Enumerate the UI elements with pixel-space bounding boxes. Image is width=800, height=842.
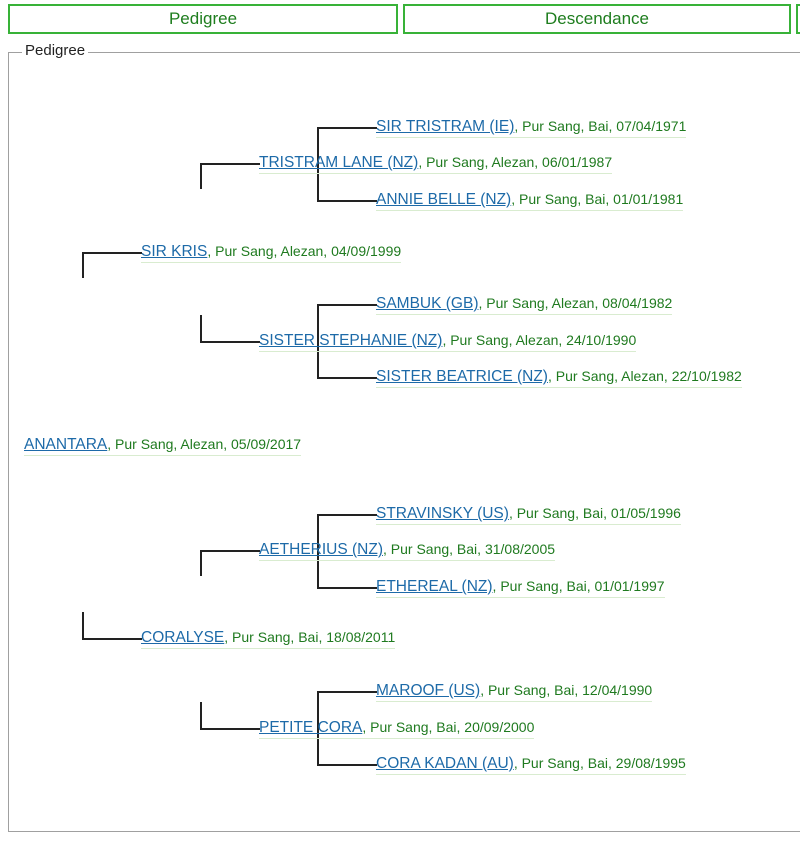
horse-link-cora-kadan[interactable]: CORA KADAN (AU) — [376, 755, 514, 772]
horse-link-ethereal[interactable]: ETHEREAL (NZ) — [376, 578, 493, 595]
horse-info: , Pur Sang, Bai, 01/01/1981 — [511, 191, 684, 207]
pedigree-entry — [259, 540, 555, 561]
horse-link-sister-stephanie[interactable]: SISTER STEPHANIE (NZ) — [259, 332, 443, 349]
pedigree-entry — [376, 117, 686, 138]
connector — [317, 377, 377, 379]
pedigree-entry — [24, 435, 301, 456]
pedigree-entry — [259, 153, 612, 174]
horse-info: , Pur Sang, Bai, 01/01/1997 — [492, 578, 665, 594]
connector — [82, 638, 142, 640]
connector — [317, 587, 377, 589]
horse-info: , Pur Sang, Bai, 31/08/2005 — [383, 541, 556, 557]
tab-overflow[interactable] — [796, 4, 800, 34]
pedigree-entry — [376, 190, 683, 211]
connector — [200, 341, 260, 343]
horse-link-sir-kris[interactable]: SIR KRIS — [141, 243, 208, 260]
connector — [317, 514, 377, 516]
horse-link-anantara[interactable]: ANANTARA — [24, 436, 108, 453]
connector — [317, 764, 377, 766]
horse-link-aetherius[interactable]: AETHERIUS (NZ) — [259, 541, 383, 558]
horse-info: , Pur Sang, Alezan, 05/09/2017 — [107, 436, 302, 452]
horse-info: , Pur Sang, Bai, 07/04/1971 — [514, 118, 687, 134]
tab-descendance[interactable]: Descendance — [403, 4, 791, 34]
tab-pedigree[interactable]: Pedigree — [8, 4, 398, 34]
connector — [200, 163, 202, 189]
horse-info: , Pur Sang, Bai, 12/04/1990 — [480, 682, 653, 698]
pedigree-entry — [376, 754, 686, 775]
connector — [317, 127, 377, 129]
horse-link-sir-tristram[interactable]: SIR TRISTRAM (IE) — [376, 118, 515, 135]
connector — [200, 702, 202, 728]
connector — [82, 252, 142, 254]
pedigree-entry — [141, 628, 395, 649]
horse-link-annie-belle[interactable]: ANNIE BELLE (NZ) — [376, 191, 512, 208]
connector — [317, 200, 377, 202]
connector — [200, 550, 260, 552]
pedigree-legend: Pedigree — [22, 42, 88, 59]
horse-info: , Pur Sang, Alezan, 22/10/1982 — [547, 368, 742, 384]
pedigree-entry — [141, 242, 401, 263]
pedigree-entry — [376, 294, 672, 315]
horse-info: , Pur Sang, Alezan, 06/01/1987 — [418, 154, 613, 170]
pedigree-entry — [376, 577, 665, 598]
horse-link-sister-beatrice[interactable]: SISTER BEATRICE (NZ) — [376, 368, 548, 385]
connector — [200, 728, 260, 730]
connector — [317, 304, 377, 306]
horse-info: , Pur Sang, Alezan, 04/09/1999 — [207, 243, 402, 259]
horse-info: , Pur Sang, Bai, 29/08/1995 — [513, 755, 686, 771]
horse-info: , Pur Sang, Alezan, 08/04/1982 — [478, 295, 673, 311]
pedigree-entry — [259, 718, 534, 739]
horse-info: , Pur Sang, Bai, 20/09/2000 — [362, 719, 535, 735]
pedigree-entry — [376, 504, 681, 525]
horse-link-petite-cora[interactable]: PETITE CORA — [259, 719, 363, 736]
horse-info: , Pur Sang, Alezan, 24/10/1990 — [442, 332, 637, 348]
horse-link-stravinsky[interactable]: STRAVINSKY (US) — [376, 505, 509, 522]
horse-link-sambuk[interactable]: SAMBUK (GB) — [376, 295, 479, 312]
horse-link-maroof[interactable]: MAROOF (US) — [376, 682, 481, 699]
horse-info: , Pur Sang, Bai, 01/05/1996 — [508, 505, 681, 521]
connector — [200, 163, 260, 165]
horse-link-coralyse[interactable]: CORALYSE — [141, 629, 225, 646]
connector — [200, 315, 202, 341]
pedigree-entry — [376, 367, 742, 388]
horse-link-tristram-lane[interactable]: TRISTRAM LANE (NZ) — [259, 154, 419, 171]
horse-info: , Pur Sang, Bai, 18/08/2011 — [224, 629, 396, 645]
connector — [82, 612, 84, 638]
pedigree-entry — [259, 331, 636, 352]
connector — [200, 550, 202, 576]
connector — [82, 252, 84, 278]
connector — [317, 691, 377, 693]
pedigree-entry — [376, 681, 652, 702]
